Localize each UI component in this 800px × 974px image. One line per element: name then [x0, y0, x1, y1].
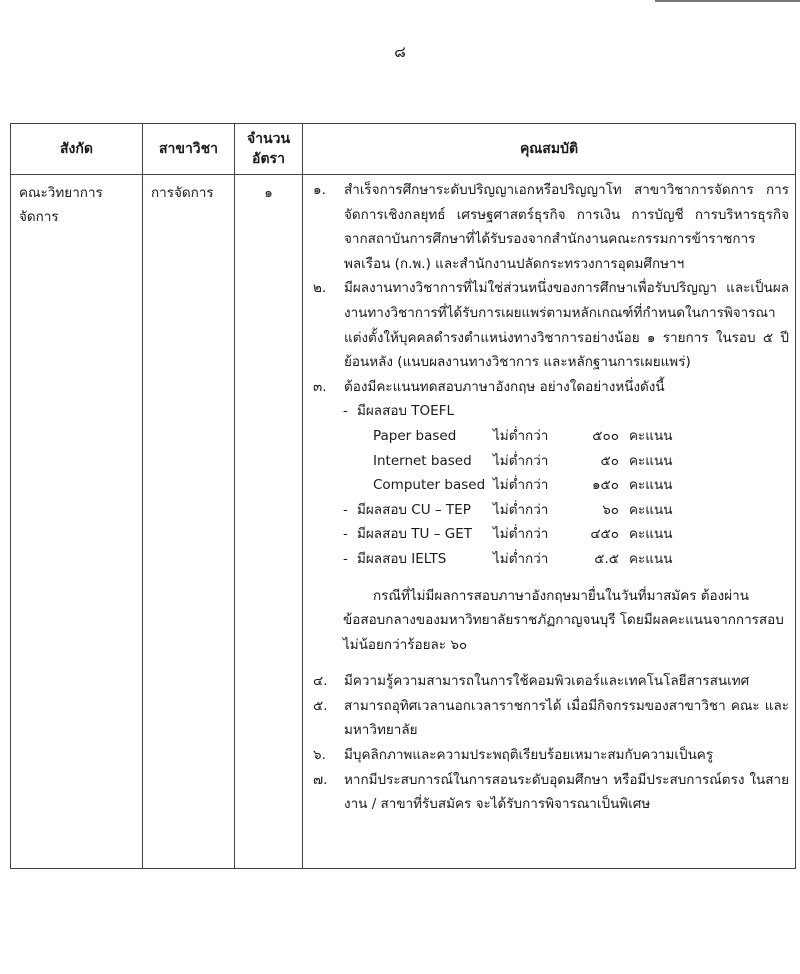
score-compare: ไม่ต่ำกว่า [493, 452, 549, 469]
qualification-item-4 [313, 669, 789, 694]
score-label [343, 522, 493, 547]
score-unit: คะแนน [629, 427, 673, 444]
qualification-item-7 [313, 768, 789, 817]
affiliation-line2: จัดการ [19, 209, 59, 225]
score-label-text: มีผลสอบ CU – TEP [357, 501, 471, 518]
score-value: ๔๕๐ [590, 526, 619, 543]
item-number: ๓. [313, 378, 327, 395]
score-value: ๖๐ [602, 501, 619, 518]
score-label-text: มีผลสอบ TU – GET [357, 526, 472, 543]
page-number: ๘ [394, 43, 406, 61]
english-test-note [313, 584, 789, 658]
item-text: มีบุคลิกภาพและความประพฤติเรียบร้อยเหมาะสมกับความเป็นครู [344, 747, 714, 764]
item-text: สำเร็จการศึกษาระดับปริญญาเอกหรือปริญญาโท สาขาวิชาการจัดการ การจัดการเชิงกลยุทธ์ เศรษฐศาสตร์ธุรกิจ การเงิน การบัญชี การบริหารธุรกิจ จากสถาบันการศึกษาที่ได้รับรองจากสำนักงานคณะกรรมการข้าราชการพลเรือน (ก.พ.) และสำนักงานปลัดกระทรวงการอุดมศึกษาฯ [344, 182, 789, 272]
score-compare: ไม่ต่ำกว่า [493, 501, 549, 518]
score-row-tu-get [313, 522, 789, 547]
score-compare: ไม่ต่ำกว่า [493, 526, 549, 543]
score-label [343, 547, 493, 572]
table-row [11, 175, 796, 869]
score-label: Internet based [373, 452, 472, 469]
score-value: ๕๐ [600, 452, 619, 469]
score-row-toefl-internet [313, 449, 789, 474]
score-unit: คะแนน [629, 477, 673, 494]
score-unit: คะแนน [629, 452, 673, 469]
score-unit: คะแนน [629, 526, 673, 543]
score-value: ๕.๕ [594, 550, 619, 567]
score-row-toefl-paper [313, 424, 789, 449]
dash-bullet: - [343, 526, 348, 543]
item-text: ต้องมีคะแนนทดสอบภาษาอังกฤษ อย่างใดอย่างหนึ่งดังนี้ [344, 378, 665, 395]
score-label: Paper based [373, 427, 457, 444]
score-label: Computer based [373, 477, 486, 494]
item-number: ๗. [313, 771, 328, 788]
affiliation-line1: คณะวิทยาการ [19, 185, 103, 201]
item-text: หากมีประสบการณ์ในการสอนระดับอุดมศึกษา หรือมีประสบการณ์ตรง ในสายงาน / สาขาที่รับสมัคร จะได้รับการพิจารณาเป็นพิเศษ [344, 771, 789, 813]
item-number: ๑. [313, 182, 326, 198]
score-compare: ไม่ต่ำกว่า [493, 427, 549, 444]
qualification-item-1 [313, 178, 789, 276]
cell-qualifications [303, 175, 796, 869]
dash-bullet: - [343, 403, 348, 420]
score-value: ๑๕๐ [591, 477, 619, 494]
header-count-line1: จำนวน [246, 131, 291, 147]
toefl-heading: มีผลสอบ TOEFL [357, 403, 454, 420]
header-field: สาขาวิชา [143, 124, 235, 175]
note-line-1: กรณีที่ไม่มีผลการสอบภาษาอังกฤษมายื่นในวันที่มาสมัคร ต้องผ่าน [373, 587, 749, 604]
item-text: สามารถอุทิศเวลานอกเวลาราชการได้ เมื่อมีกิจกรรมของสาขาวิชา คณะ และมหาวิทยาลัย [344, 697, 789, 739]
score-label [343, 498, 493, 523]
score-row-cu-tep [313, 498, 789, 523]
top-edge-line [655, 0, 800, 2]
score-row-toefl-computer [313, 473, 789, 498]
dash-bullet: - [343, 550, 348, 567]
header-affiliation: สังกัด [11, 124, 143, 175]
item-text: มีความรู้ความสามารถในการใช้คอมพิวเตอร์และเทคโนโลยีสารสนเทศ [344, 673, 750, 690]
qualification-item-6 [313, 743, 789, 768]
cell-count: ๑ [235, 175, 303, 869]
header-qualifications: คุณสมบัติ [303, 124, 796, 175]
item-number: ๕. [313, 697, 328, 714]
toefl-heading-line [313, 399, 789, 424]
item-number: ๔. [313, 673, 328, 690]
score-value: ๕๐๐ [592, 427, 619, 444]
dash-bullet: - [343, 501, 348, 518]
header-count-line2: อัตรา [252, 151, 285, 167]
cell-affiliation [11, 175, 143, 869]
table-header-row [11, 124, 796, 175]
score-label-text: มีผลสอบ IELTS [357, 550, 447, 567]
qualification-table [10, 123, 796, 869]
cell-field: การจัดการ [143, 175, 235, 869]
score-unit: คะแนน [629, 550, 673, 567]
item-number: ๖. [313, 747, 326, 764]
qualification-item-3 [313, 375, 789, 400]
item-number: ๒. [313, 280, 327, 297]
score-row-ielts [313, 547, 789, 572]
item-text: มีผลงานทางวิชาการที่ไม่ใช่ส่วนหนึ่งของการศึกษาเพื่อรับปริญญา และเป็นผลงานทางวิชาการที่ได้รับการเผยแพร่ตามหลักเกณฑ์ที่กำหนดในการพิจารณาแต่งตั้งให้บุคคลดำรงตำแหน่งทางวิชาการอย่างน้อย ๑ รายการ ในรอบ ๕ ปี ย้อนหลัง (แนบผลงานทางวิชาการ และหลักฐานการเผยแพร่) [344, 280, 789, 371]
score-compare: ไม่ต่ำกว่า [493, 477, 549, 494]
qualification-item-2 [313, 276, 789, 374]
qualification-item-5 [313, 694, 789, 743]
header-count [235, 124, 303, 175]
score-compare: ไม่ต่ำกว่า [493, 550, 549, 567]
score-unit: คะแนน [629, 501, 673, 518]
note-line-rest: ข้อสอบกลางของมหาวิทยาลัยราชภัฏกาญจนบุรี โดยมีผลคะแนนจากการสอบไม่น้อยกว่าร้อยละ ๖๐ [343, 612, 784, 653]
